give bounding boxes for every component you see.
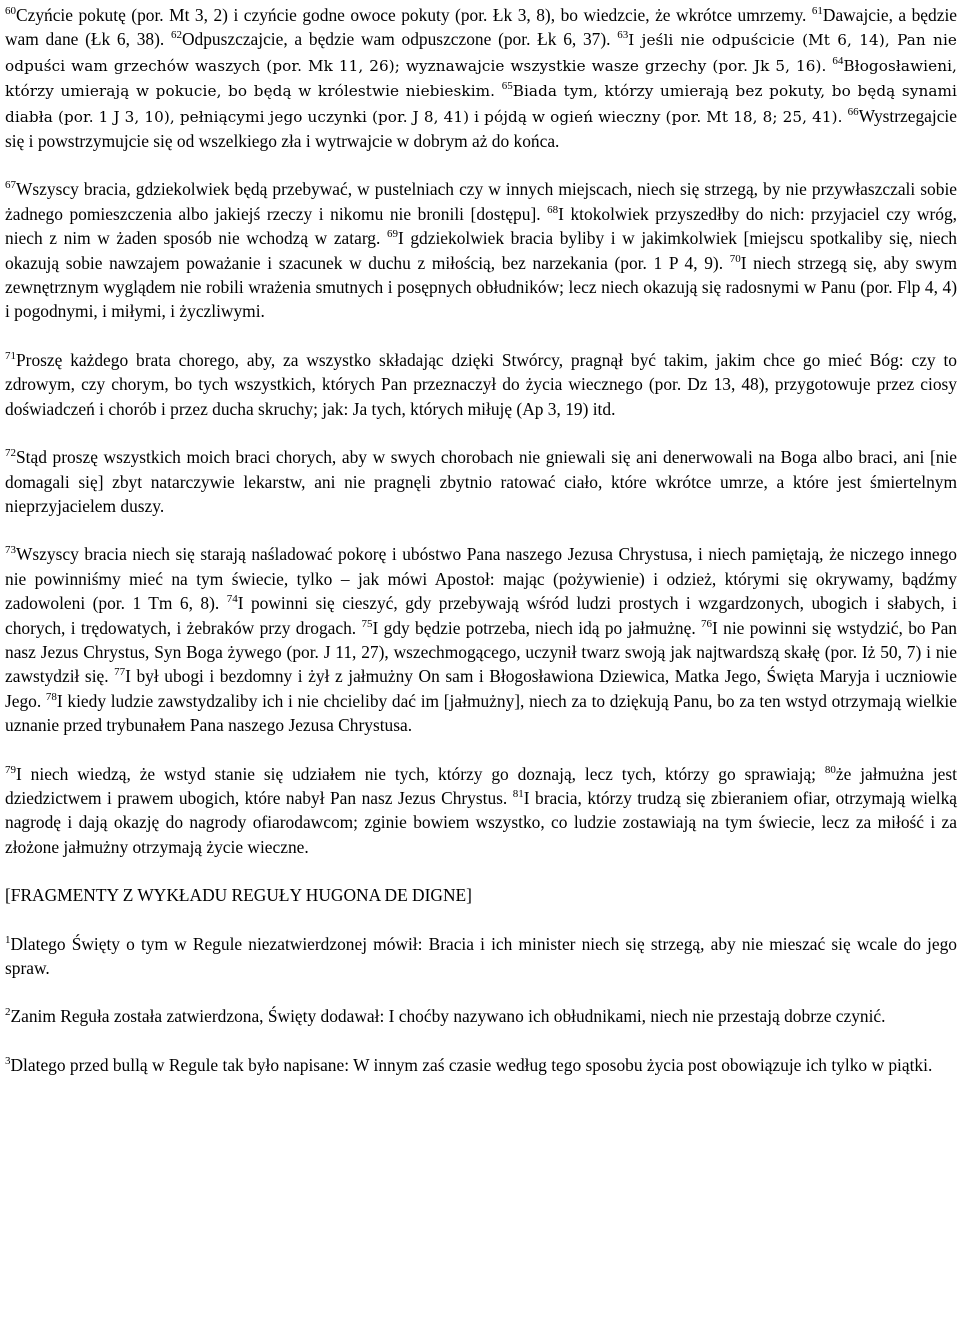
paragraph-gap bbox=[5, 980, 957, 1004]
verse-number: 61 bbox=[811, 5, 823, 17]
verse-number: 3 bbox=[5, 1054, 11, 1067]
verse-number: 66 bbox=[847, 105, 859, 118]
verse-number: 73 bbox=[5, 544, 16, 557]
paragraph-verses-67-70 bbox=[5, 177, 957, 323]
verse-text: I bracia, którzy trudzą się zbieraniem ofiar, otrzymają wielką nagrodę i dają okazję do nagrody ofiarodawcom; zginie bowiem wszystko, co ludzie zostawiają na tym świecie, lecz za miłość i za złożone jałmużny otrzymają życie wieczne. bbox=[5, 787, 957, 857]
paragraph-gap bbox=[5, 421, 957, 445]
verse-number: 72 bbox=[5, 447, 16, 460]
paragraph-gap bbox=[5, 153, 957, 177]
verse-number: 69 bbox=[386, 228, 398, 241]
paragraph-verse-72 bbox=[5, 445, 957, 518]
fragment-paragraph-1 bbox=[5, 932, 957, 981]
document-page bbox=[5, 0, 957, 1077]
verse-text: Biada tym, którzy umierają bez pokuty, bo będą synami diabła (por. 1 J 3, 10), pełniącymi jego uczynki (por. J 8, 41) i pójdą w ogień wieczny (por. Mt 18, 8; 25, 41). bbox=[5, 82, 957, 126]
paragraph-gap bbox=[5, 908, 957, 932]
verse-number: 81 bbox=[512, 787, 524, 800]
verse-text: Proszę każdego brata chorego, aby, za wszystko składając dzięki Stwórcy, pragnął być takim, jakim chce go mieć Bóg: czy to zdrowym, czy chorym, bo tych wszystkich, których Pan przeznaczył do życia wiecznego (por. Dz 13, 48), przygotowuje przez ciosy doświadczeń i chorób i przez ducha skruchy; jak: Ja tych, których miłuję (Ap 3, 19) itd. bbox=[5, 349, 957, 419]
fragment-paragraph-2 bbox=[5, 1004, 957, 1028]
verse-number: 77 bbox=[114, 666, 126, 679]
verse-text: Dawajcie, a będzie wam dane (Łk 6, 38). bbox=[5, 5, 957, 50]
verse-number: 63 bbox=[617, 29, 629, 42]
verse-text: I kiedy ludzie zawstydzaliby ich i nie chcieliby dać im [jałmużny], niech za to dziękują Panu, bo za ten wstyd otrzymają wielkie uznanie przed trybunałem Pana naszego Jezusa Chrystusa. bbox=[5, 690, 957, 736]
paragraph-gap bbox=[5, 518, 957, 542]
paragraph-gap bbox=[5, 859, 957, 883]
verse-text: I gdziekolwiek bracia byliby i w jakimkolwiek [miejscu spotkaliby się, niech okazują sobie nawzajem poważanie i szacunek w duchu z miłością, bez narzekania (por. 1 P 4, 9). bbox=[5, 228, 958, 273]
verse-text: Stąd proszę wszystkich moich braci chorych, aby w swych chorobach nie gniewali się ani denerwowali na Boga albo braci, ani [nie domagali się] zbyt natarczywie lekarstw, ani nie pragnęli zbytnio ratować ciało, które wkrótce umrze, a które jest śmiertelnym nieprzyjacielem duszy. bbox=[5, 447, 957, 516]
verse-text: Wszyscy bracia niech się starają naśladować pokorę i ubóstwo Pana naszego Jezusa Chrystusa, i niech pamiętają, że niczego innego nie powinniśmy mieć na tym świecie, tylko – jak mówi Apostoł: mając (pożywienie) i odzież, którymi się okrywamy, bądźmy zadowoleni (por. 1 Tm 6, 8). bbox=[5, 544, 957, 614]
section-heading-text: [FRAGMENTY Z WYKŁADU REGUŁY HUGONA DE DIGNE] bbox=[5, 885, 472, 906]
paragraph-verses-60-66 bbox=[5, 3, 957, 153]
verse-number: 78 bbox=[45, 690, 57, 703]
verse-number: 2 bbox=[5, 1006, 11, 1019]
verse-text: Odpuszczajcie, a będzie wam odpuszczone (por. Łk 6, 37). bbox=[181, 29, 618, 50]
verse-text: I niech wiedzą, że wstyd stanie się udziałem nie tych, którzy go doznają, lecz tych, którzy go sprawiają; bbox=[16, 763, 825, 784]
section-heading bbox=[5, 883, 957, 907]
verse-text: I nie powinni się wstydzić, bo Pan nasz Jezus Chrystus, Syn Boga żywego (por. J 11, 27), wszechmogącego, uczynił twarz swoją jak najtwardszą skałę (por. Iż 50, 7) i nie zawstydził się. bbox=[5, 617, 958, 687]
paragraph-verse-71 bbox=[5, 348, 957, 421]
verse-number: 62 bbox=[170, 29, 182, 42]
paragraph-verses-79-81 bbox=[5, 762, 957, 860]
verse-text: I jeśli nie odpuścicie (Mt 6, 14), Pan nie odpuści wam grzechów waszych (por. Mk 11, 26); wyznawajcie wszystkie wasze grzechy (por. Jk 5, 16). bbox=[5, 31, 957, 75]
verse-text: I gdy będzie potrzeba, niech idą po jałmużnę. bbox=[372, 617, 702, 638]
verse-text: Wszyscy bracia, gdziekolwiek będą przebywać, w pustelniach czy w innych miejscach, niech się strzegą, by nie przywłaszczali sobie żadnego pomieszczenia albo jakiejś rzeczy i nikomu nie bronili [dostępu]. bbox=[5, 179, 957, 224]
paragraph-verses-73-78 bbox=[5, 542, 957, 737]
paragraph-gap bbox=[5, 738, 957, 762]
paragraph-gap bbox=[5, 324, 957, 348]
verse-number: 70 bbox=[729, 252, 741, 265]
verse-number: 60 bbox=[5, 5, 16, 17]
verse-number: 74 bbox=[226, 593, 238, 606]
verse-number: 68 bbox=[547, 203, 559, 216]
verse-number: 67 bbox=[5, 179, 16, 192]
verse-number: 1 bbox=[5, 933, 11, 946]
verse-text: I niech strzegą się, aby swym zewnętrznym wyglądem nie robili wrażenia smutnych i posępnych obłudników; lecz niech okazują się radosnymi w Panu (por. Flp 4, 4) i pogodnymi, i miłymi, i życzliwymi. bbox=[5, 252, 957, 322]
verse-number: 75 bbox=[361, 617, 373, 630]
fragment-paragraph-3 bbox=[5, 1053, 957, 1077]
verse-text: I powinni się cieszyć, gdy przebywają wśród ludzi prostych i wzgardzonych, ubogich i słabych, i chorych, i trędowatych, i żebraków przy drogach. bbox=[5, 593, 957, 638]
verse-text: Wystrzegajcie się i powstrzymujcie się od wszelkiego zła i wytrwajcie w dobrym aż do końca. bbox=[5, 105, 957, 152]
verse-text: I był ubogi i bezdomny i żył z jałmużny On sam i Błogosławiona Dziewica, Matka Jego, Święta Maryja i uczniowie Jego. bbox=[5, 666, 957, 711]
verse-text: że jałmużna jest dziedzictwem i prawem ubogich, które nabył Pan nasz Jezus Chrystus. bbox=[5, 763, 957, 808]
verse-text: Dlatego przed bullą w Regule tak było napisane: W innym zaś czasie według tego sposobu życia post obowiązuje ich tylko w piątki. bbox=[10, 1054, 933, 1075]
verse-text: Czyńcie pokutę (por. Mt 3, 2) i czyńcie godne owoce pokuty (por. Łk 3, 8), bo wiedzcie, że wkrótce umrzemy. bbox=[16, 5, 812, 25]
verse-text: Zanim Reguła została zatwierdzona, Święty dodawał: I choćby nazywano ich obłudnikami, niech nie przestają dobrze czynić. bbox=[10, 1006, 886, 1027]
verse-text: Dlatego Święty o tym w Regule niezatwierdzonej mówił: Bracia i ich minister niech się strzegą, aby nie mieszać się wcale do jego spraw. bbox=[5, 933, 957, 978]
verse-number: 79 bbox=[5, 763, 16, 776]
verse-number: 64 bbox=[832, 54, 844, 67]
verse-number: 76 bbox=[701, 617, 713, 630]
verse-number: 71 bbox=[5, 349, 16, 362]
paragraph-gap bbox=[5, 1029, 957, 1053]
verse-number: 65 bbox=[501, 80, 513, 93]
verse-text: Błogosławieni, którzy umierają w pokucie, bo będą w królestwie niebieskim. bbox=[5, 56, 957, 101]
verse-number: 80 bbox=[824, 763, 836, 776]
verse-text: I ktokolwiek przyszedłby do nich: przyjaciel czy wróg, niech z nim w żaden sposób nie wchodzą w zatarg. bbox=[5, 203, 958, 249]
